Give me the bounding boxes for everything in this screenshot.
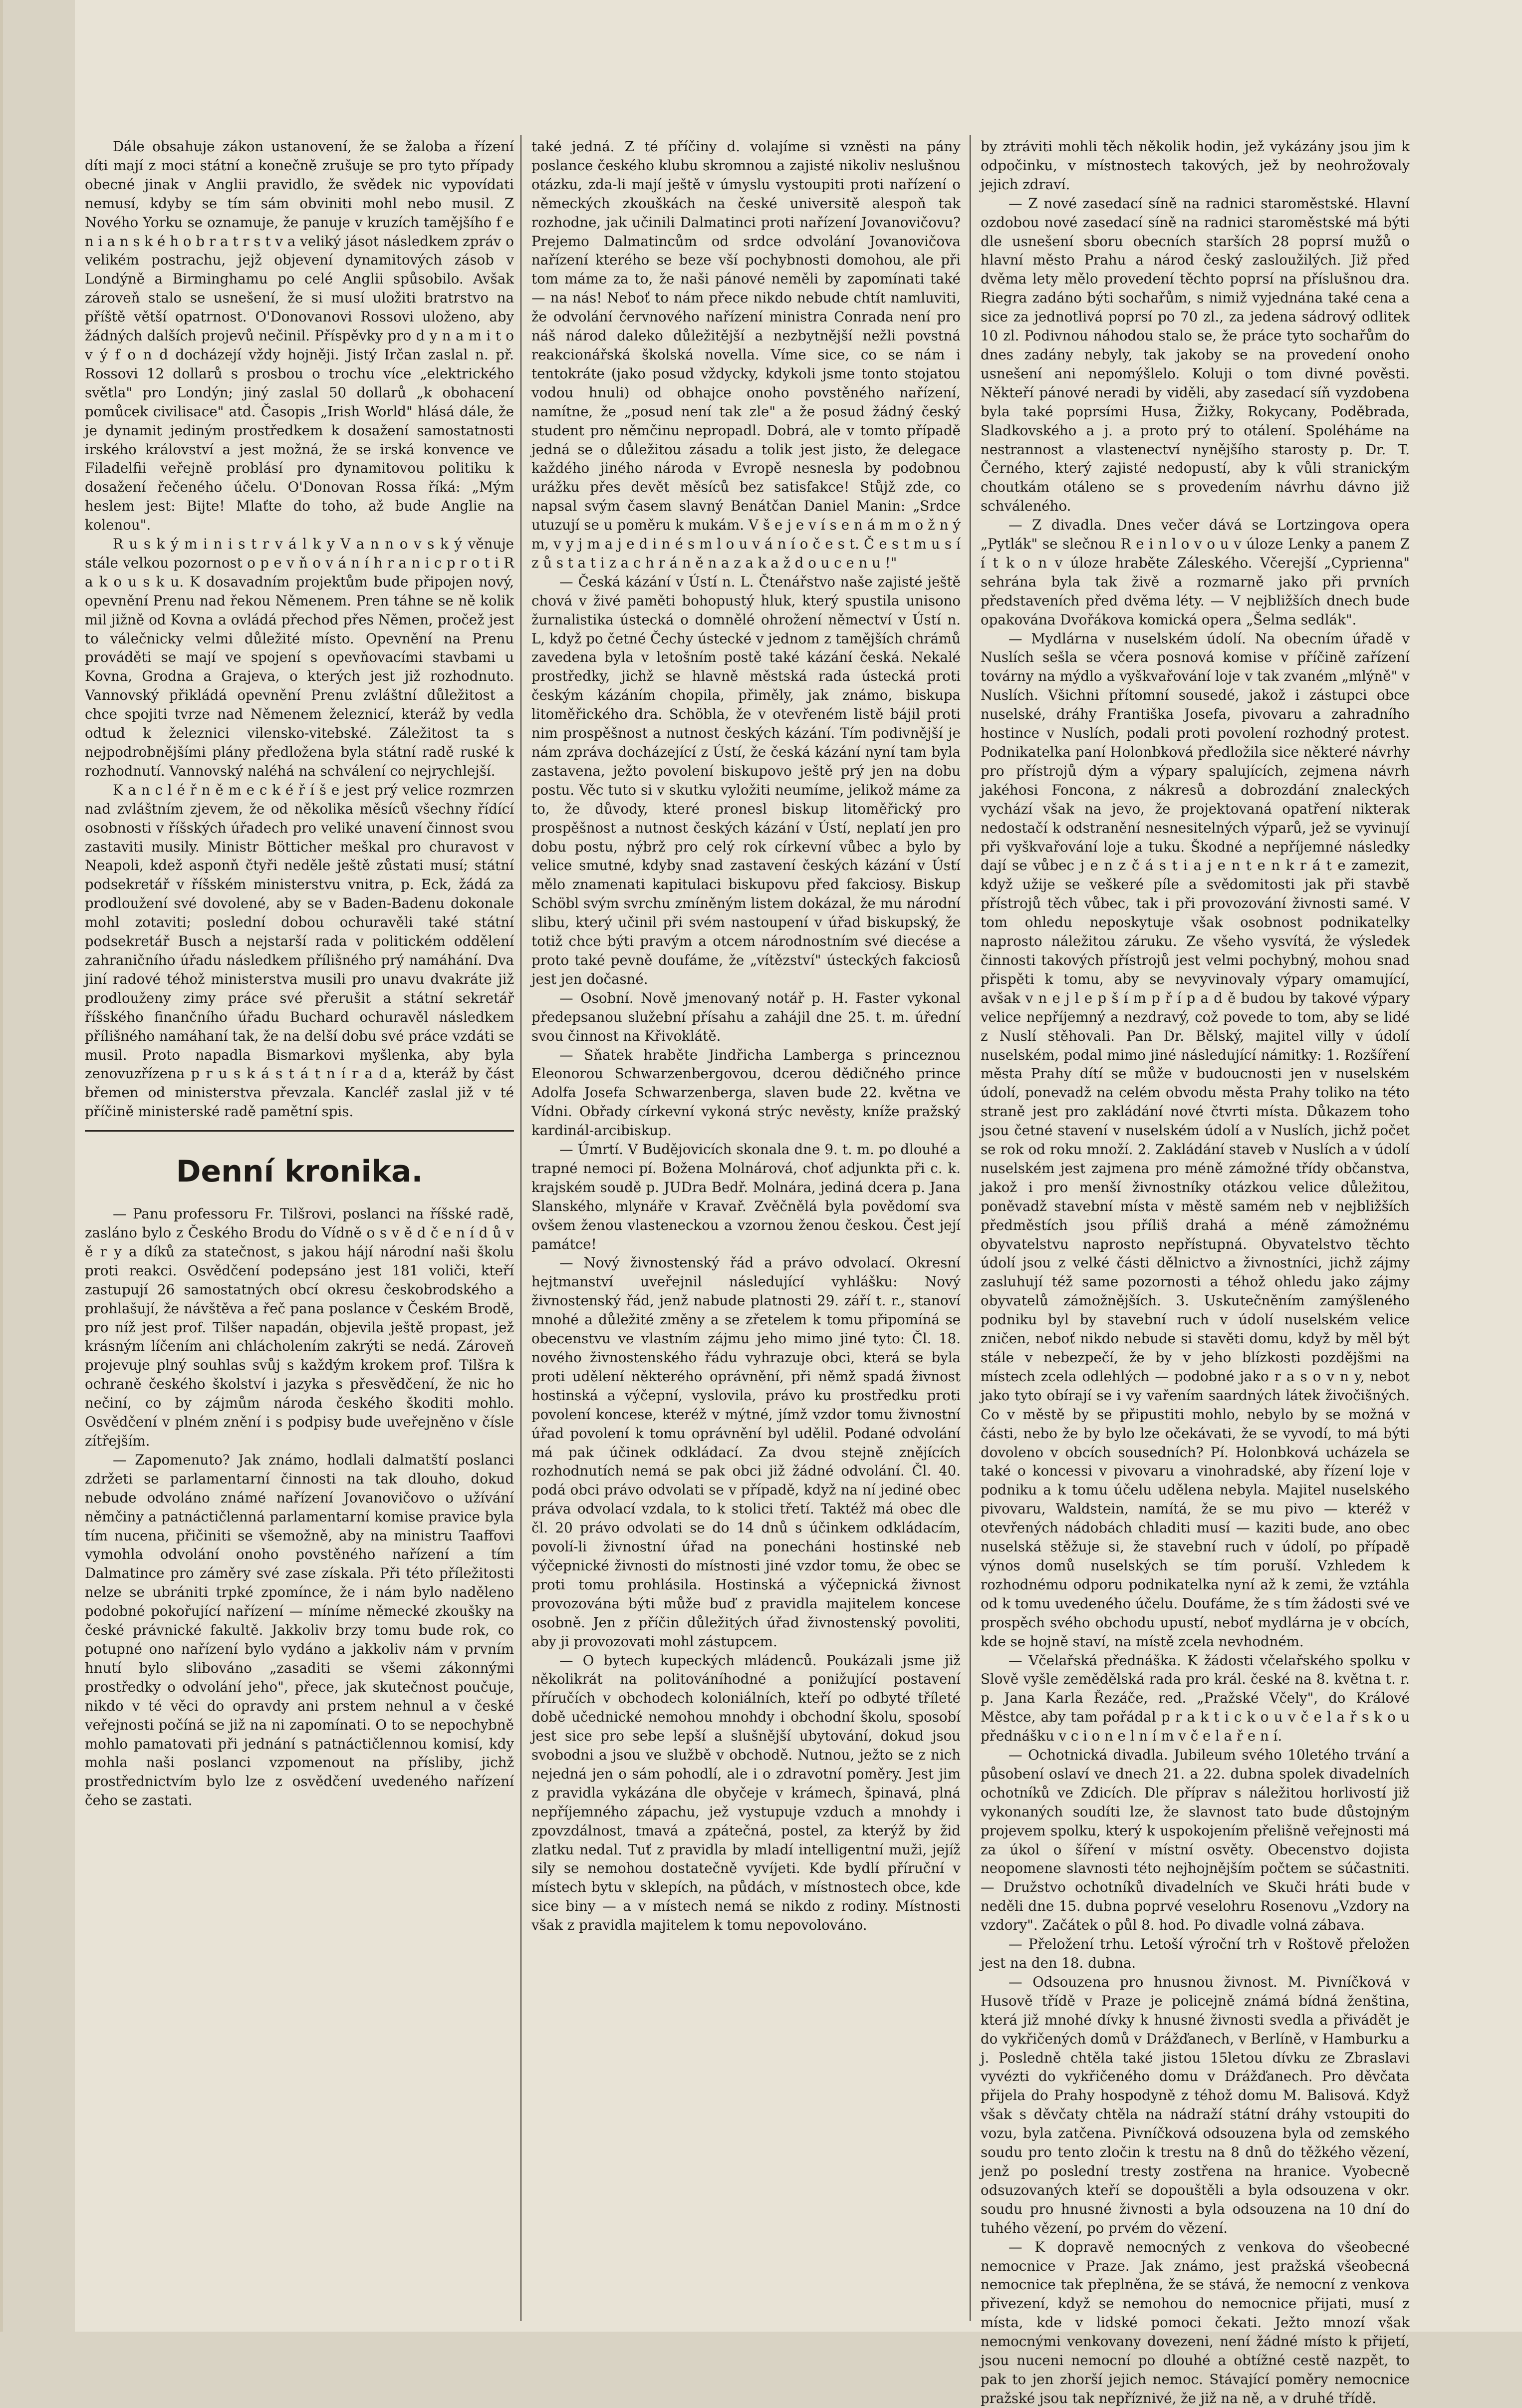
article-paragraph: — Osobní. Nově jmenovaný notář p. H. Faster vykonal předepsanou služební přísahu a zahájil dne 25. t. m. úřední svou činnost na Křivoklátě. [531, 989, 961, 1044]
section-title: Denní kronika. [176, 1154, 423, 1190]
article-paragraph: — Úmrtí. V Budějovicích skonala dne 9. t. m. po dlouhé a trapné nemoci pí. Božena Molnárová, choť adjunkta při c. k. krajském soudě p. JUDra Bedř. Molnára, jediná dcera p. Jana Slanského, mlynáře v Kravař. Zvěčnělá byla povědomí sva ovšem ženou vlasteneckou a vzornou ženou českou. Čest její památce! [531, 1141, 961, 1252]
article-paragraph: K a n c l é ř n ě m e c k é ř í š e jest prý velice rozmrzen nad zvláštním zjevem, že od několika měsíců všechny řídící osobnosti v říšských úřadech pro veliké unavení činnost svou zastaviti musily. Ministr Bötticher meškal pro churavost v Neapoli, kdež asponň čtyři neděle ještě zůstati musí; státní podsekretář v říšském ministerstvu vnitra, p. Eck, žádá za prodloužení své dovolené, aby se v Baden-Badenu dokonale mohl zotaviti; poslední dobou ochuravěli také státní podsekretář Busch a nejstarší rada v politickém oddělení zahraničního úřadu následkem přílišného prý namáhání. Dva jiní radové téhož ministerstva musili pro unavu dvakráte již prodlouženy zimy práce své přerušit a státní sekretář říšského finančního úřadu Buchard ochuravěl následkem přílišného namáhaní tak, že na delší dobu své práce vzdáti se musil. Proto napadla Bismarkovi myšlenka, aby byla zenovuzřízena p r u s k á s t á t n í r a d a, kteráž by část břemen od ministerstva převzala. Kancléř zaslal již v té příčině ministerské radě pamětní spis. [85, 781, 514, 1120]
article-paragraph: — Z nové zasedací síně na radnici staroměstské. Hlavní ozdobou nové zasedací síně na radnici staroměstské má býti dle usnešení sboru obecních starších 28 poprsí mužů o hlavní město Prahu a národ český zasloužilých. Již před dvěma lety mělo provedení těchto poprsí na příslušnou dra. Riegra zadáno býti sochařům, s nimiž vyjednána také cena a sice za jednotlivá poprsí po 70 zl., za jedena sádrový odlitek 10 zl. Podivnou náhodou stalo se, že práce tyto sochařům do dnes zadány nebyly, tak jakoby se na provedení onoho usnešení ani nepomýšlelo. Koluji o tom divné pověsti. Někteří pánové neradi by viděli, aby zasedací síň vyzdobena byla také poprsími Husa, Žižky, Rokycany, Poděbrada, Sladkovského a j. a proto prý to otálení. Spoléháme na nestrannost a vlastenectví nynějšího starosty p. Dr. T. Černého, který zajisté nedopustí, aby k vůli stranickým choutkám otáleno se s provedením návrhu dávno již schváleného. [981, 195, 1410, 515]
page-edge [0, 0, 3, 2332]
article-paragraph: — Z divadla. Dnes večer dává se Lortzingova opera „Pytlák" se slečnou R e i n l o v o u v úloze Lenky a panem Z í t k o n v úloze hraběte Záleského. Včerejší „Cyprienna" sehrána byla tak živě a rozmarně jako při prvních představeních před dvěma léty. — V nejbližších dnech bude opakována Dvořákova komická opera „Šelma sedlák". [981, 517, 1410, 628]
article-paragraph: — O bytech kupeckých mládenců. Poukázali jsme již několikrát na politováníhodné a ponižující postavení příručích v obchodech koloniálních, kteří po odbyté tříleté době učednické nemohou mnohdy i obchodní školu, sposobí jest sice pro sebe lepší a slušnější ubytování, dokud jsou svobodni a jsou ve službě v obchodě. Nutnou, ježto se z nich nejedná jen o sám pohodlí, ale i o zdravotní poměry. Jest jim z pravidla vykázána dle obyčeje v krámech, špinavá, plná nepříjemného zápachu, jež vystupuje vzduch a mnohdy i zpovzdálnost, tmavá a zpátečná, postel, za kterýž by žid zlatku nedal. Tuť z pravidla by mladí intelligentní muži, jejíž sily se nemohou dostatečně vyvíjeti. Kde bydlí příruční v místech bytu v sklepích, na půdách, v místnostech obce, kde sice biny — a v místech nemá se nikdo z rodiny. Místnosti však z pravidla majitelem k tomu nepovolováno. [531, 1652, 961, 1934]
article-paragraph: — Odsouzena pro hnusnou živnost. M. Pivníčková v Husově třídě v Praze je policejně známá bídná ženština, která již mnohé dívky k hnusné živnosti svedla a přivádět je do vykřičených domů v Drážďanech, v Berlíně, v Hamburku a j. Posledně chtěla také jistou 15letou dívku ze Zbraslavi vyvézti do vykřičeného domu v Drážďanech. Pro děvčata přijela do Prahy hospodyně z téhož domu M. Balisová. Když však s děvčaty chtěla na nádraží státní dráhy vstoupiti do vozu, byla zatčena. Pivníčková odsouzena byla od zemského soudu pro tento zločin k trestu na 8 dnů do těžkého vězení, jenž po poslední tresty zostřena na hranice. Vyobecně odsuzovaných kteří se dopouštěli a byla odsouzena v okr. soudu pro hnusné živnosti a byla odsouzena na 10 dní do tuhého vězení, po prvém do vězení. [981, 1973, 1410, 2236]
column-divider-2 [970, 135, 971, 2321]
article-paragraph: Dále obsahuje zákon ustanovení, že se žaloba a řízení díti mají z moci státní a konečně zrušuje se pro tyto případy obecné jinak v Anglii pravidlo, že svědek nic vypovídati nemusí, kdyby se tím sám obviniti mohl nebo musil. Z Nového Yorku se oznamuje, že panuje v kruzích tamějšího f e n i a n s k é h o b r a t r s t v a veliký jásot následkem zpráv o velikém postrachu, jejž objevení dynamitových zásob v Londýně a Birminghamu po celé Anglii spůsobilo. Avšak zároveň stalo se usnešení, že si musí uložiti bratrstvo na příště větší opatrnost. O'Donovanovi Rossovi uloženo, aby žádných dalších projevů nečinil. Příspěvky pro d y n a m i t o v ý f o n d docházejí vždy hojněji. Jistý Irčan zaslal n. př. Rossovi 12 dollarů s prosbou o trochu více „elektrického světla" pro Londýn; jiný zaslal 50 dollarů „k obohacení pomůcek civilisace" atd. Časopis „Irish World" hlásá dále, že je dynamit jediným prostředkem k dosažení samostatnosti irského království a jest možná, že se irská konvence ve Filadelfii veřejně problásí pro dynamitovou politiku k dosažení řečeného účelu. O'Donovan Rossa říká: „Mým heslem jest: Bijte! Mlaťte do toho, až bude Anglie na kolenou". [85, 138, 514, 534]
article-paragraph: — Včelařská přednáška. K žádosti včelařského spolku v Slově vyšle zemědělská rada pro král. české na 8. května t. r. p. Jana Karla Řezáče, red. „Pražské Včely", do Králové Městce, aby tam pořádal p r a k t i c k o u v č e l a ř s k o u přednášku v c i o n e l n í m v č e l a ř e n í. [981, 1652, 1410, 1745]
newspaper-page [75, 0, 1522, 2407]
column-right [981, 137, 1410, 2407]
article-paragraph: také jedná. Z té příčiny d. volajíme si vzněsti na pány poslance českého klubu skromnou a zajisté nikoliv neslušnou otázku, zda-li mají ještě v úmyslu vystoupiti proti nařízení o německých zkouškách na české universitě alespoň tak rozhodne, jak učinili Dalmatinci proti nařízení Jovanovičovu? Prejemo Dalmatincům od srdce odvolání Jovanovičova nařízení kterého se beze vší pochybnosti domohou, ale při tom máme za to, že naši pánové neměli by zapomínati také — na nás! Neboť to nám přece nikdo nebude chtít namluviti, že odvolání červnového nařízení ministra Conrada není pro náš národ daleko důležitější a nezbytnější nežli povstná reakcionářská školská novella. Víme sice, co se nám i tentokráte (jako posud vždycky, kdykoli jsme tonto stojatou vodou hnuli) od obhajce onoho povstěného nařízení, namítne, že „posud není tak zle" a že posud žádný český student pro němčinu nepropadl. Dobrá, ale v tomto případě jedná se o důležitou zásadu a tolik jest jisto, že delegace každého jiného národa v Evropě nesnesla by podobnou urážku přes devět měsíců bez satisfakce! Stůjž zde, co napsal svým časem slavný Benátčan Daniel Manin: „Srdce utuzují se u poměru k mukám. V š e j e v í s e n á m m o ž n ý m, v y j m a j e d i n é s m l o u v á n í o č e s t. Č e s t m u s í z ů s t a t i z a c h r á n ě n a z a k a ž d o u c e n u !" [531, 138, 961, 571]
column-middle [531, 137, 961, 2314]
article-paragraph: — Česká kázání v Ústí n. L. Čtenářstvo naše zajisté ještě chová v živé paměti bohopustý hluk, který spustila unisono žurnalistika ústecká o domnělé ohrožení němectví v Ústí n. L, když po četné Čechy ústecké v jednom z tamějších chrámů zavedena byla v letošním postě také kázání česká. Nekalé prostředky, jichž se hlavně městská rada ústecká proti českým kázáním chopila, přiměly, jak známo, biskupa litoměřického dra. Schöbla, že v otevřeném listě bájil proti nim prospěšnost a nutnost českých kázání. Tím podivnější je nám zpráva docházející z Ústí, že česká kázání nyní tam byla zastavena, ježto povolení biskupovo ještě prý jen na dobu postu. Věc tuto si v skutku vyložiti neumíme, jelikož máme za to, že důvody, které pronesl biskup litoměřický pro prospěšnost a nutnost českých kázání v Ústí, neplatí jen pro dobu postu, nýbrž pro celý rok církevní vůbec a bylo by velice smutné, kdyby snad zastavení českých kázání v Ústí mělo znamenati kapitulaci biskupovu před fakciosy. Biskup Schöbl svým svrchu zmíněným listem dokázal, že mu národní slibu, který učinil při svém nastoupení v úřad biskupský, že totiž chce býti pravým a otcem národnostním své diecése a proto také pevně doufáme, že „vítězství" ústeckých fakciosů jest jen dočasné. [531, 573, 961, 987]
column-left [85, 137, 514, 2314]
article-paragraph: — Sňatek hraběte Jindřicha Lamberga s princeznou Eleonorou Schwarzenbergovou, dcerou dědičného prince Adolfa Josefa Schwarzenberga, slaven bude 22. května ve Vídni. Obřady církevní vykoná strýc nevěsty, kníže pražský kardinál-arcibiskup. [531, 1046, 961, 1139]
article-paragraph: — Nový živnostenský řád a právo odvolací. Okresní hejtmanství uveřejnil následující vyhlášku: Nový živnostenský řád, jenž nabude platnosti 29. září t. r., stanoví mnohé a důležité změny a se zřetelem k tomu připomíná se obecenstvu ve vlastním zájmu jeho mimo jiné tyto: Čl. 18. nového živnostenského řádu vyhrazuje obci, která se byla proti udělení některého oprávnění, při němž spadá živnost hostinská a výčepní, vyslovila, právo ku prostředku proti povolení koncese, kteréž v mýtné, jímž vzdor tomu živnostní úřad povolení k tomu oprávnění byl udělil. Podané odvolání má pak účinek odkládací. Za dvou stejně znějících rozhodnutích nemá se pak obci již žádné odvolání. Čl. 40. podá obci právo odvolati se v případě, když na ní jediné obec práva odvolací vzdala, to k stolici třetí. Taktéž má obec dle čl. 20 právo odvolati se do 14 dnů s účinkem odkládacím, povolí-li živnostní úřad na ponecháni hostinské neb výčepnické živnosti do místnosti jiné vzdor tomu, že obec se proti tomu prohlásila. Hostinská a výčepnická živnost provozována býti může buď z pravidla majitelem koncese osobně. Jen z příčin důležitých úřad živnostenský povoliti, aby ji provozovati mohl zástupcem. [531, 1254, 961, 1650]
article-paragraph: — Ochotnická divadla. Jubileum svého 10letého trvání a působení oslaví ve dnech 21. a 22. dubna spolek divadelních ochotníků ve Zdicích. Dle příprav s náležitou horlivostí již vykonaných soudíti lze, že slavnost tato bude důstojným projevem spolku, který k uspokojením přelišně veřejnosti má za úkol o šíření v místní osvěty. Obecenstvo dojista neopomene slavnosti této nejhojnějším počtem se súčastniti. — Družstvo ochotníků divadelních ve Skuči hráti bude v neděli dne 15. dubna poprvé veselohru Rosenovu „Vzdory na vzdory". Začátek o půl 8. hod. Po divadle volná zábava. [981, 1747, 1410, 1934]
article-paragraph: — Zapomenuto? Jak známo, hodlali dalmatští poslanci zdržeti se parlamentarní činnosti na tak dlouho, dokud nebude odvoláno známé nařízení Jovanovičovo o užívání němčiny a patnáctičlenná parlamentarní komise pravice byla tím nucena, přičiniti se všemožně, aby na ministru Taaffovi vymohla odvolání onoho povstěného nařízení a tím Dalmatince pro záměry své zase získala. Při této příležitosti nelze se ubrániti trpké zpomínce, že i nám bylo naděleno podobné pokořující nařízení — míníme německé zkoušky na české právnické fakultě. Jakkoliv brzy tomu bude rok, co potupné ono nařízení bylo vydáno a jakkoliv nám v prvním hnutí bylo slibováno „zasaditi se všemi zákonnými prostředky o odvolání jeho", přece, jak skutečnost poučuje, nikdo v té věci do opravdy ani prstem nehnul a v české veřejnosti počíná se již na ni zapomínati. O to se nepochybně mohlo pamatovati při jednání s patnáctičlennou komisí, kdy mohla naši poslanci vzpomenout na přísliby, jichž prostřednictvím bylo lze z osvědčení uvedeného nařízení čeho se zastati. [85, 1451, 514, 1809]
column-divider-1 [520, 135, 521, 2321]
article-paragraph: — Panu professoru Fr. Tilšrovi, poslanci na říšské radě, zasláno bylo z Českého Brodu do Vídně o s v ě d č e n í d ů v ě r y a díků za statečnost, s jakou hájí národní naši školu proti reakci. Osvědčení podepsáno jest 181 voliči, kteří zastupují 26 samostatných obcí okresu českobrodského a prohlašují, že návštěva a řeč pana poslance v Českém Brodě, pro níž jest prof. Tilšer napadán, objevila ještě propast, jež krásným líčením ani chlácholením zakrýti se nedá. Zároveň projevuje plný souhlas svůj s každým krokem prof. Tilšra k ochraně českého školství i jazyka s přesvědčení, že nic ho nečiní, co by zájmům národa českého škoditi mohlo. Osvědčení v plném znění i s podpisy bude uveřejněno v čísle zítřejším. [85, 1205, 514, 1449]
article-paragraph: — Mydlárna v nuselském údolí. Na obecním úřadě v Nuslích sešla se včera posnová komise v příčině zařízení továrny na mýdlo a vyškvařování loje v tak zvaném „mlýně" v Nuslích. Všichni přítomní sousedé, jakož i zástupci obce nuselské, dráhy Františka Josefa, pivovaru a zahradního hostince v Nuslích, podali proti povolení rozhodný protest. Podnikatelka paní Holonbková předložila sice některé návrhy pro přístrojů dým a výpary spalujících, zejmena návrh jakéhosi Foncona, z nákresů a dobrozdání znaleckých vychází však na jevo, že projektovaná opatření nikterak nedostačí k odstranění nesnesitelných výparů, jež se vyvinují při vyškvařování loje a tuku. Škodné a nepříjemné následky dají se vůbec j e n z č á s t i a j e n t e n k r á t e zamezit, když užije se veškeré píle a svědomitosti jak při stavbě přístrojů těch vůbec, tak i při provozování živnosti samé. V tom ohledu neposkytuje však osobnost podnikatelky naprosto náležitou záruku. Ze všeho vysvítá, že výsledek činnosti takových přístrojů jest velmi pochybný, mohou snad přispěti k tomu, aby se nevyvinovaly výpary omamující, avšak v n e j l e p š í m p ř í p a d ě budou by takové výpary velice nepříjemný a nezdravý, což povede to tom, aby se lidé z Nuslí stěhovali. Pan Dr. Bělský, majitel villy v údolí nuselském, podal mimo jiné následující námitky: 1. Rozšíření města Prahy dítí se může v budoucnosti jen v nuselském údolí, ponevadž na celém obvodu města Prahy toliko na této straně jest pro zakládání nové čtvrti místa. Důkazem toho jsou četné stavení v nuselském údolí a v Nuslích, jichž počet se rok od roku množí. 2. Zakládání staveb v Nuslích a v údolí nuselském jest zajmena pro méně zámožné třídy občanstva, jakož i pro menší živnostníky otázkou velice důležitou, poněvadž stavební místa v městě samém neb v nejbližších předměstích jsou příliš drahá a méně zámožnému obyvatelstvu naprosto nepřístupná. Obyvatelstvo těchto údolí jsou z velké části dělnictvo a živnostníci, jichž zájmy zasluhují též same pozornosti a téhož ohledu jako zájmy obyvatelů zámožnějších. 3. Uskutečněním zamýšleného podniku byl by stavební ruch v údolí nuselském velice zničen, neboť nikdo nebude si stavěti domu, když by měl být stále v nebezpečí, že by v jeho blízkosti pozdějšmi na místech zcela odlehlých — podobné jako r a s o v n y, nebot jako tyto obírají se i vy vařením saardných látek živočišných. Co v městě by se připustiti mohlo, nebylo by se možná v části, nebo že by bylo lze očekávati, že se vyvodí, to má býti dovoleno v obcích sousedních? Pí. Holonbková ucházela se také o koncessi v pivovaru a vinohradské, aby řízení loje v podniku a k tomu účelu udělena nebyla. Majitel nuselského pivovaru, Waldstein, namítá, že se mu pivo — kteréž v otevřených nádobách chladiti musí — kaziti bude, ano obec nuselská stěžuje si, že stavební ruch v údolí, po případě výnos domů nuselských se tím poruší. Vzhledem k rozhodnému odporu podnikatelka nyní až k zemi, že vztáhla od k tomu uvedeného účelu. Doufáme, že s tím žádosti své ve prospěch svého obchodu upustí, neboť mydlárna je v obcích, kde se hojně staví, na místě zcela nevhodném. [981, 630, 1410, 1650]
article-paragraph: by ztráviti mohli těch několik hodin, jež vykázány jsou jim k odpočinku, v místnostech takových, jež by neohrožovaly jejich zdraví. [981, 138, 1410, 193]
article-paragraph: — K dopravě nemocných z venkova do všeobecné nemocnice v Praze. Jak známo, jest pražská všeobecná nemocnice tak přeplněna, že se stává, že nemocní z venkova přivezení, když se nemohou do nemocnice přijati, musí z místa, kde v lidské pomoci čekati. Ježto mnozí však nemocnými venkovany dovezeni, není žádné místo k přijetí, jsou nuceni nemocní po dlouhé a obtížné cestě nazpět, to pak to jen zhorší jejich nemoc. Stávající poměry nemocnice pražské jsou tak nepříznivé, že již na ně, a v druhé třídě. [981, 2238, 1410, 2407]
section-divider [85, 1130, 514, 1132]
article-paragraph: — Přeložení trhu. Letoší výroční trh v Roštově přeložen jest na den 18. dubna. [981, 1936, 1410, 1971]
article-paragraph: R u s k ý m i n i s t r v á l k y V a n n o v s k ý věnuje stále velkou pozornost o p e v ň o v á n í h r a n i c p r o t i R a k o u s k u. K dosavadním projektům bude připojen nový, opevnění Prenu nad řekou Němenem. Pren táhne se ně kolik mil jižně od Kovna a ovládá přechod přes Němen, pročež jest to válečnicky velmi důležité místo. Opevnění na Prenu prováděti se mají ve spojení s opevňovacími stavbami u Kovna, Grodna a Grajeva, o kterých jest již rozhodnuto. Vannovský přikládá opevnění Prenu zvláštní důležitost a chce spojiti tvrze nad Němenem železnicí, kteráž by vedla odtud k železnici vilensko-vitebské. Záležitost ta s nejpodrobnějšími plány předložena byla státní radě ruské k rozhodnutí. Vannovský naléhá na schválení co nejrychlejší. [85, 536, 514, 779]
